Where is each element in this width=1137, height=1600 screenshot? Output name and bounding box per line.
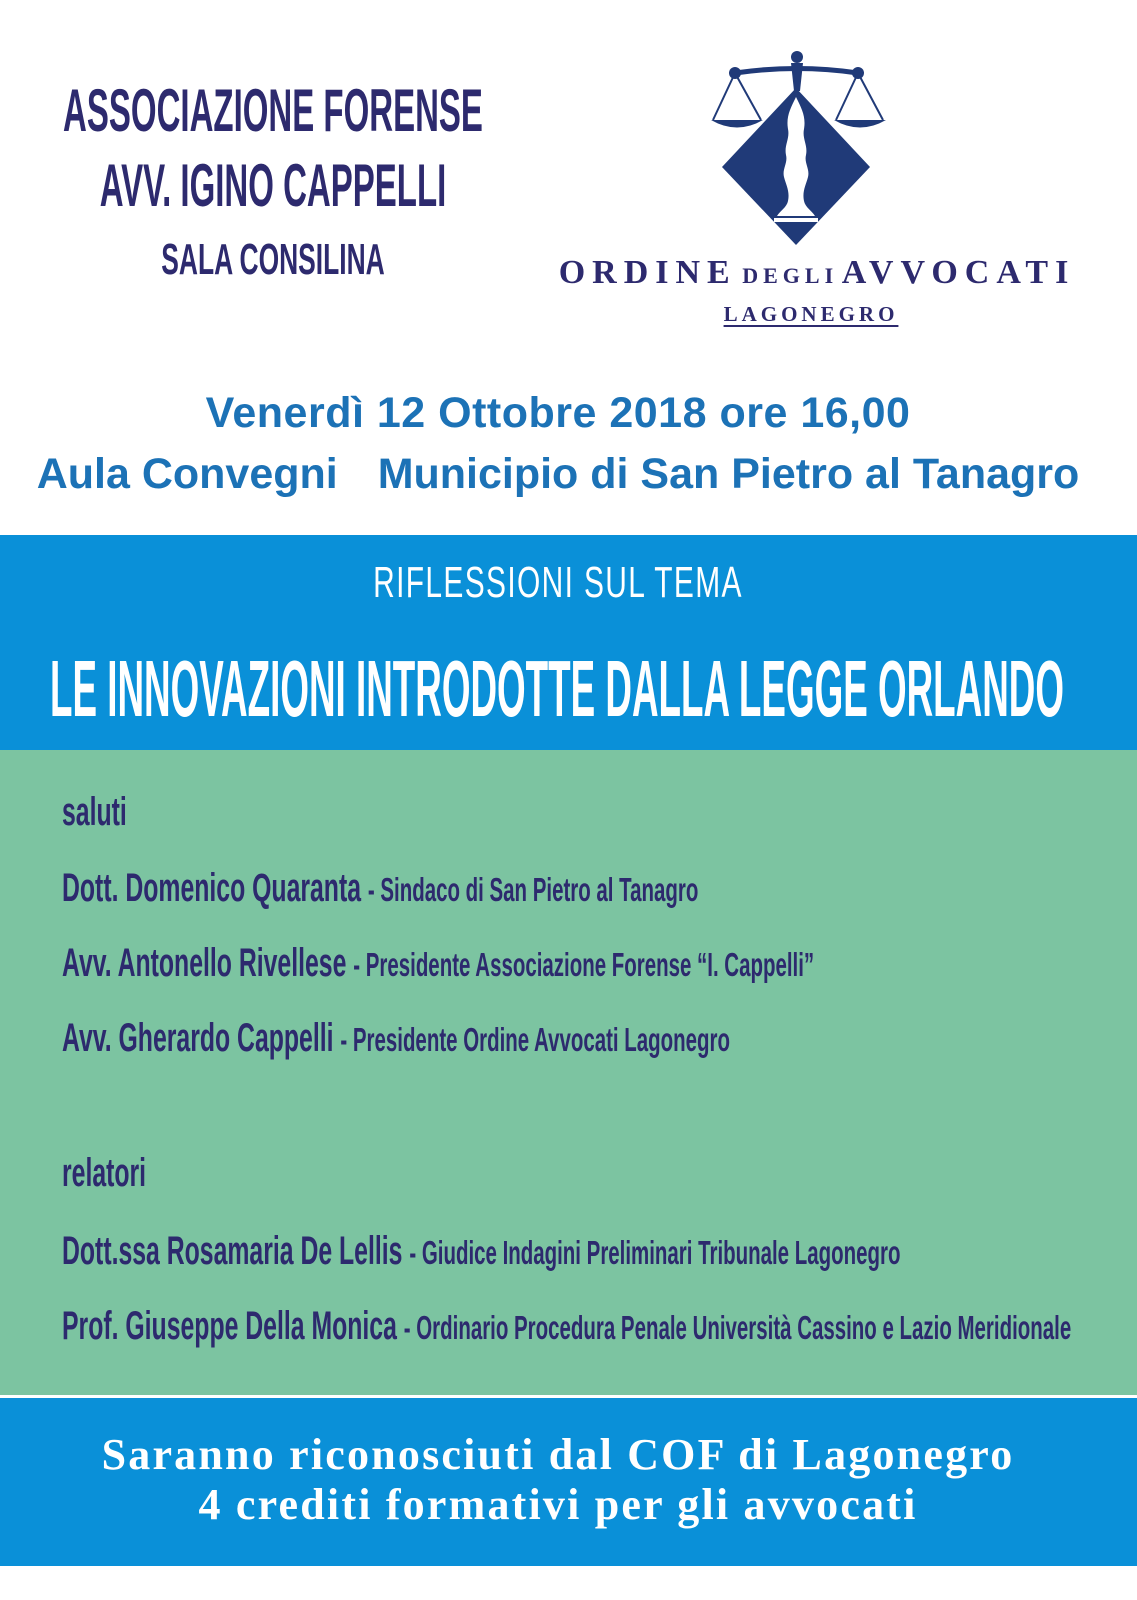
greeting-role: - Presidente Associazione Forense “I. Cappelli” xyxy=(353,946,815,983)
greeting-item xyxy=(62,943,814,985)
greeting-role: - Sindaco di San Pietro al Tanagro xyxy=(367,871,699,908)
speaker-role: - Ordinario Procedura Penale Università Cassino e Lazio Meridionale xyxy=(403,1309,1072,1346)
greeting-name: Avv. Gherardo Cappelli xyxy=(62,1016,334,1060)
credits-line-2: 4 crediti formativi per gli avvocati xyxy=(198,1480,918,1529)
order-word-degli: DEGLI xyxy=(742,263,839,288)
theme-kicker: RIFLESSIONI SUL TEMA xyxy=(373,558,743,607)
credits-band xyxy=(0,1398,1137,1566)
bar-order-city: LAGONEGRO xyxy=(723,302,899,326)
speaker-item xyxy=(62,1231,900,1273)
speaker-item xyxy=(62,1306,1071,1348)
order-word-ordine: ORDINE xyxy=(558,254,737,291)
greeting-name: Dott. Domenico Quaranta xyxy=(62,866,362,910)
speakers-label: relatori xyxy=(62,1151,147,1195)
greetings-label: saluti xyxy=(62,790,127,834)
event-date-time: Venerdì 12 Ottobre 2018 ore 16,00 xyxy=(205,389,911,437)
program-band xyxy=(0,750,1137,1395)
greeting-name: Avv. Antonello Rivellese xyxy=(62,941,347,985)
order-word-avvocati: AVVOCATI xyxy=(841,254,1076,291)
bar-order-name xyxy=(559,256,1076,293)
scales-of-justice-icon xyxy=(700,45,890,250)
association-city: SALA CONSILINA xyxy=(161,235,385,284)
speaker-role: - Giudice Indagini Preliminari Tribunale Lagonegro xyxy=(409,1234,901,1271)
theme-band xyxy=(0,535,1137,750)
speaker-name: Prof. Giuseppe Della Monica xyxy=(62,1304,397,1348)
association-name: ASSOCIAZIONE FORENSE xyxy=(63,77,483,144)
event-location: Municipio di San Pietro al Tanagro xyxy=(377,450,1080,498)
greeting-item xyxy=(62,868,698,910)
theme-title: LE INNOVAZIONI INTRODOTTE DALLA LEGGE ORLANDO xyxy=(49,644,1065,733)
association-dedicatee: AVV. IGINO CAPPELLI xyxy=(99,152,447,219)
event-venue-line xyxy=(36,450,1080,498)
speaker-name: Dott.ssa Rosamaria De Lellis xyxy=(62,1229,403,1273)
event-venue: Aula Convegni xyxy=(36,450,338,498)
greeting-item xyxy=(62,1018,730,1060)
greeting-role: - Presidente Ordine Avvocati Lagonegro xyxy=(340,1021,730,1058)
credits-line-1: Saranno riconosciuti dal COF di Lagonegro xyxy=(101,1430,1015,1479)
